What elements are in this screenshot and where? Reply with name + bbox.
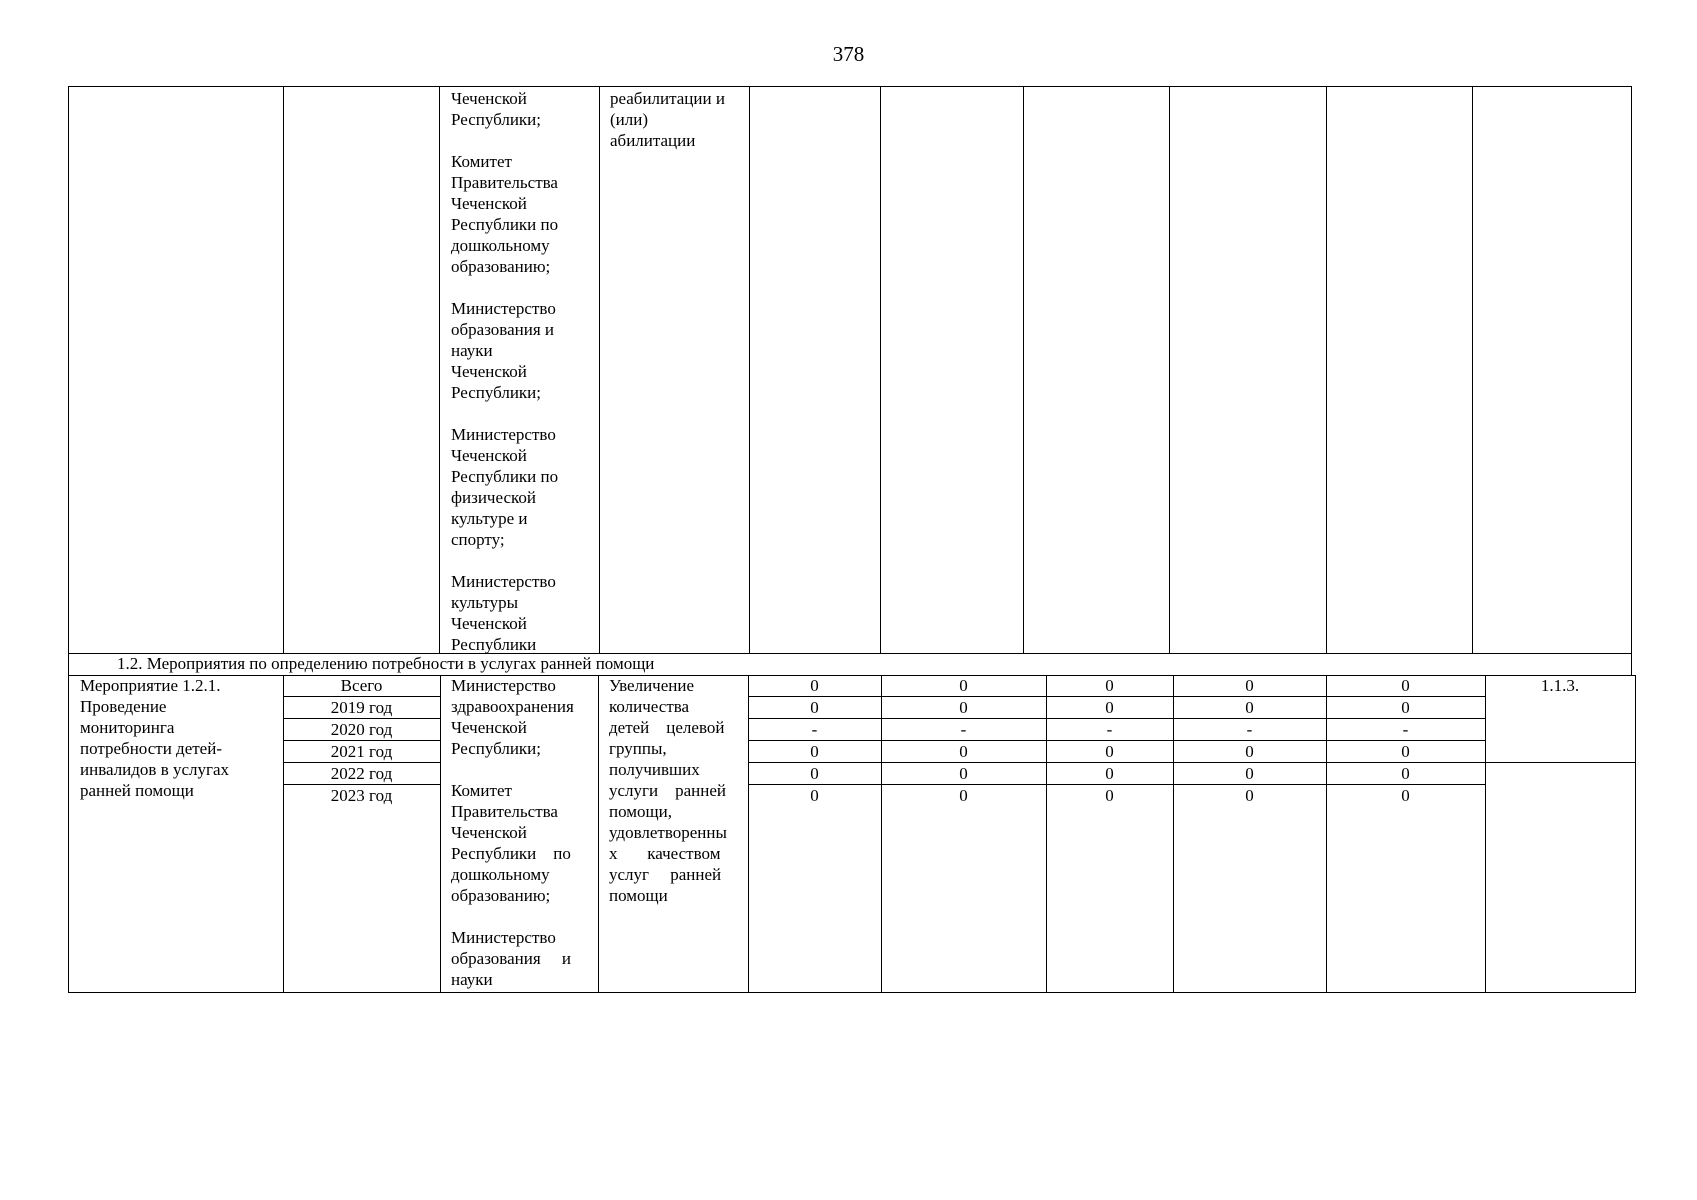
activity-table — [68, 675, 1636, 993]
value-cell: 0 — [959, 786, 968, 805]
period-2019: 2019 год — [330, 698, 393, 717]
activity-name: Мероприятие 1.2.1. Проведение мониторинга потребности детей- инвалидов в услугах ранней помощи — [80, 676, 230, 800]
value-cell: 0 — [959, 742, 968, 761]
value-cell: 0 — [1245, 676, 1254, 695]
value-cell: 0 — [959, 676, 968, 695]
period-2021: 2021 год — [330, 742, 393, 761]
value-cell: 0 — [1245, 764, 1254, 783]
value-cell: 0 — [1105, 742, 1114, 761]
page-number: 378 — [832, 42, 865, 66]
value-cell: 0 — [959, 698, 968, 717]
activity-result: Увеличение количества детей целевой группы, получивших услуги ранней помощи, удовлетворенны х качеством услуг ранней помощи — [609, 676, 727, 905]
value-cell: - — [1106, 720, 1113, 739]
section-title: 1.2. Мероприятия по определению потребности в услугах ранней помощи — [117, 654, 655, 673]
value-cell: 0 — [810, 786, 819, 805]
value-cell: 0 — [1401, 742, 1410, 761]
value-cell: 0 — [810, 764, 819, 783]
section-header-row — [68, 653, 1632, 676]
value-cell: 0 — [1401, 764, 1410, 783]
value-cell: 0 — [1105, 786, 1114, 805]
period-2020: 2020 год — [330, 720, 393, 739]
value-cell: 0 — [1401, 786, 1410, 805]
period-total: Всего — [340, 676, 383, 695]
value-cell: 0 — [959, 764, 968, 783]
continuation-table — [68, 86, 1632, 654]
value-cell: 0 — [1105, 764, 1114, 783]
value-cell: - — [960, 720, 967, 739]
value-cell: - — [1246, 720, 1253, 739]
value-cell: 0 — [1401, 676, 1410, 695]
value-cell: 0 — [1105, 698, 1114, 717]
period-2022: 2022 год — [330, 764, 393, 783]
value-cell: 0 — [1245, 786, 1254, 805]
value-cell: 0 — [1105, 676, 1114, 695]
value-cell: 0 — [1245, 698, 1254, 717]
result-cell: реабилитации и (или) абилитации — [610, 89, 725, 150]
value-cell: - — [811, 720, 818, 739]
value-cell: - — [1402, 720, 1409, 739]
value-cell: 0 — [810, 676, 819, 695]
value-cell: 0 — [1401, 698, 1410, 717]
period-2023: 2023 год — [330, 786, 393, 805]
activity-executors: Министерство здравоохранения Чеченской Республики; Комитет Правительства Чеченской Республики по дошкольному образованию; Министерство образования и науки — [451, 676, 574, 989]
executors-cell: Чеченской Республики; Комитет Правительства Чеченской Республики по дошкольному образованию; Министерство образования и науки Чеченской Республики; Министерство Чеченской Республики по физической культуре и спорту; Министерство культуры Чеченской Республики — [451, 89, 559, 654]
value-cell: 0 — [810, 698, 819, 717]
value-cell: 0 — [1245, 742, 1254, 761]
value-cell: 0 — [810, 742, 819, 761]
indicator-ref: 1.1.3. — [1540, 676, 1580, 695]
